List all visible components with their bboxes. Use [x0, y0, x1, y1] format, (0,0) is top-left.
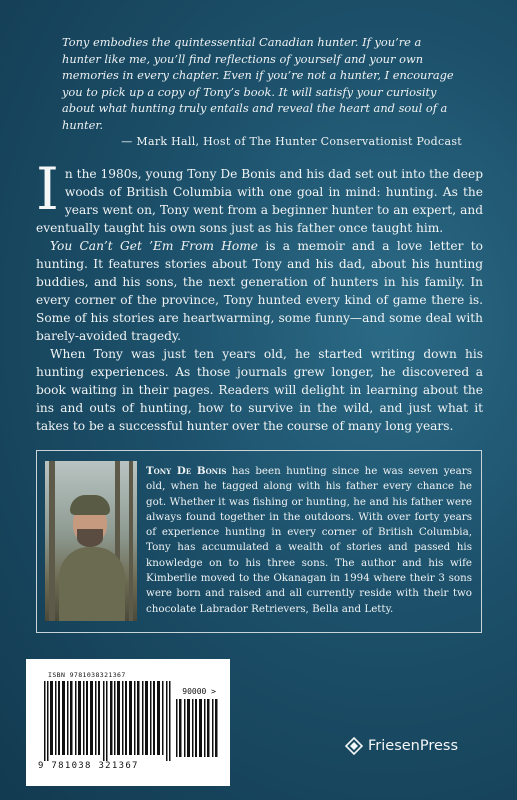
quote-text: Tony embodies the quintessential Canadian hunter. If you’re a hunter like me, you’ll find reflections of yourself and your own memories in every chapter. Even if you’re not a hunter, I encourage you to pick up a copy of Tony’s book. It will satisfy your curiosity about what hunting truly entails and reveal the heart and soul of a hunter. — [62, 35, 454, 132]
author-photo — [45, 461, 137, 621]
quote-attribution: — Mark Hall, Host of The Hunter Conservationist Podcast — [121, 134, 462, 148]
drop-cap: I — [36, 155, 59, 223]
publisher-name: FriesenPress — [368, 738, 459, 754]
book-title: You Can’t Get ’Em From Home — [50, 239, 259, 253]
description-paragraph-2: You Can’t Get ’Em From Home is a memoir and a love letter to hunting. It features stories about Tony and his dad, about his hunting buddies, and his sons, the next generation of hunters in his family. In every corner of the province, Tony hunted every kind of game there is. Some of his stories are heartwarming, some funny—and some deal with barely-avoided tragedy. — [36, 239, 483, 343]
publisher-logo — [345, 737, 458, 755]
endorsement-quote — [62, 34, 462, 150]
price-barcode — [176, 699, 218, 757]
description-paragraph-3: When Tony was just ten years old, he started writing down his hunting experiences. As those journals grew longer, he discovered a book waiting in their pages. Readers will delight in learning about the ins and outs of hunting, how to survive in the wild, and just what it takes to be a successful hunter over the course of many long years. — [36, 347, 483, 433]
isbn-digits: 9 781038 321367 — [38, 761, 139, 771]
author-bio-text: Tony De Bonis has been hunting since he was seven years old, when he tagged along with his father every chance he got. Whether it was fishing or hunting, he and his father were always found together in the outdoors. With over forty years of experience hunting in every corner of British Columbia, Tony has accumulated a wealth of stories and passed his knowledge on to his three sons. The author and his wife Kimberlie moved to the Okanagan in 1994 where their 3 sons were born and raised and all currently reside with their two chocolate Labrador Retrievers, Bella and Letty. — [146, 465, 472, 615]
description-paragraph-1: In the 1980s, young Tony De Bonis and his dad set out into the deep woods of British Columbia with one goal in mind: hunting. As the years went on, Tony went from a beginner hunter to an expert, and eventually taught his own sons just as his father once taught him. — [36, 155, 483, 235]
friesenpress-logo-icon — [345, 737, 363, 755]
book-description — [36, 155, 483, 435]
barcode-box — [26, 659, 230, 786]
author-bio-box — [36, 450, 482, 633]
isbn-barcode — [44, 681, 172, 761]
isbn-label: ISBN 9781038321367 — [48, 671, 126, 679]
price-code: 90000 > — [182, 687, 216, 696]
author-name: Tony De Bonis — [146, 465, 227, 477]
